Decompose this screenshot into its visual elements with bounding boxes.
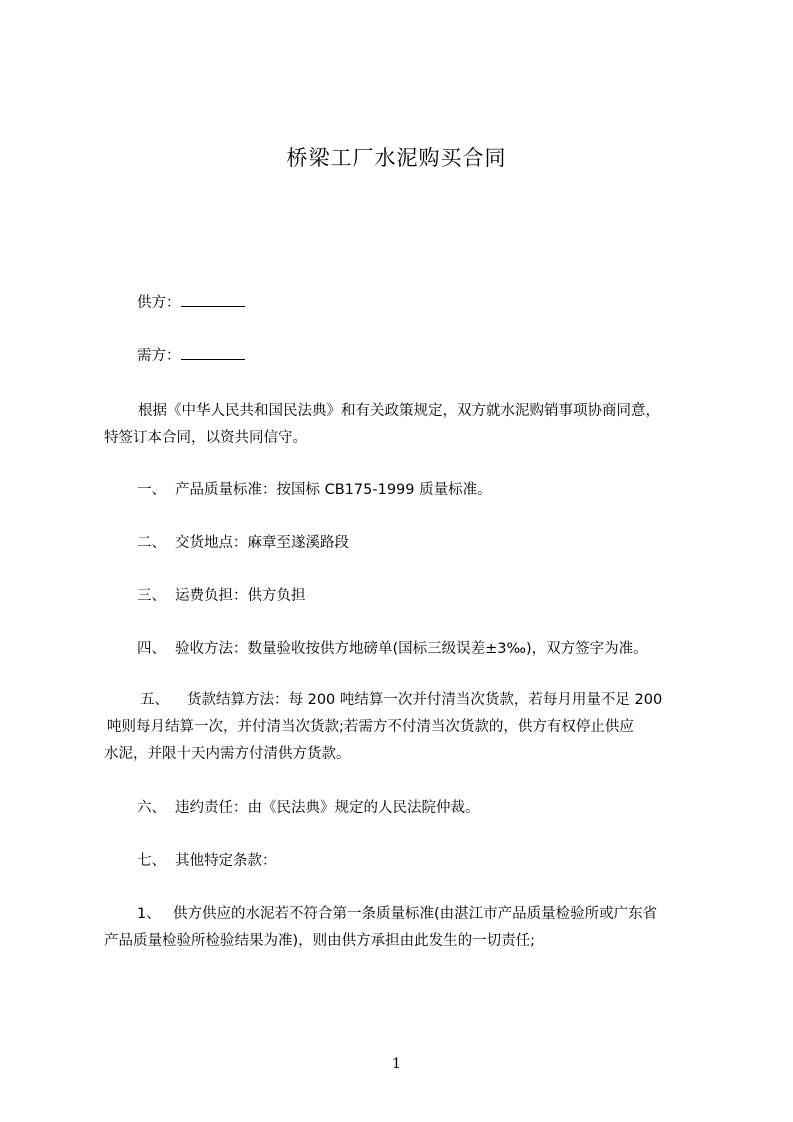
clause-number: 二、 (137, 535, 166, 551)
clause-3 (137, 586, 306, 606)
item-number: 1、 (137, 906, 161, 922)
clause-1 (137, 480, 492, 500)
clause-number: 一、 (137, 482, 166, 498)
clause-number: 六、 (137, 800, 166, 816)
buyer-blank (181, 345, 245, 360)
supplier-label: 供方： (137, 295, 181, 311)
buyer-line (137, 345, 245, 366)
page-number: 1 (392, 1056, 401, 1072)
clause-text: 交货地点：麻章至遂溪路段 (175, 535, 349, 551)
clause-text: 产品质量标准：按国标 CB175-1999 质量标准。 (175, 482, 492, 498)
clause-number: 七、 (137, 853, 166, 869)
clause-text: 运费负担：供方负担 (175, 588, 306, 604)
intro-line-2: 特签订本合同，以资共同信守。 (104, 430, 307, 446)
clause-5-line-2: 吨则每月结算一次，并付清当次货款;若需方不付清当次货款的，供方有权停止供应 (107, 719, 634, 735)
clause-text: 其他特定条款： (175, 853, 277, 869)
supplier-line (137, 292, 245, 313)
clause-text: 货款结算方法：每 200 吨结算一次并付清当次货款，若每月用量不足 200 (187, 692, 663, 708)
document-title: 桥梁工厂水泥购买合同 (286, 146, 507, 170)
buyer-label: 需方： (137, 348, 181, 364)
supplier-blank (181, 292, 245, 307)
clause-2 (137, 533, 349, 553)
clause-number: 三、 (137, 588, 166, 604)
clause-text: 违约责任：由《民法典》规定的人民法院仲裁。 (175, 800, 480, 816)
clause-5-line-1 (140, 690, 662, 710)
clause-text: 验收方法：数量验收按供方地磅单(国标三级误差±3‰)，双方签字为准。 (175, 641, 648, 657)
item-1-line-2: 产品质量检验所检验结果为准)，则由供方承担由此发生的一切责任; (104, 933, 536, 949)
clause-6 (137, 798, 480, 818)
clause-number: 五、 (140, 692, 169, 708)
item-1-line-1 (137, 904, 657, 924)
clause-4 (137, 639, 648, 659)
clause-5-line-3: 水泥，并限十天内需方付清供方货款。 (104, 746, 351, 762)
item-text: 供方供应的水泥若不符合第一条质量标准(由湛江市产品质量检验所或广东省 (173, 906, 658, 922)
intro-line-1: 根据《中华人民共和国民法典》和有关政策规定，双方就水泥购销事项协商同意， (138, 403, 660, 419)
clause-number: 四、 (137, 641, 166, 657)
clause-7 (137, 851, 277, 871)
